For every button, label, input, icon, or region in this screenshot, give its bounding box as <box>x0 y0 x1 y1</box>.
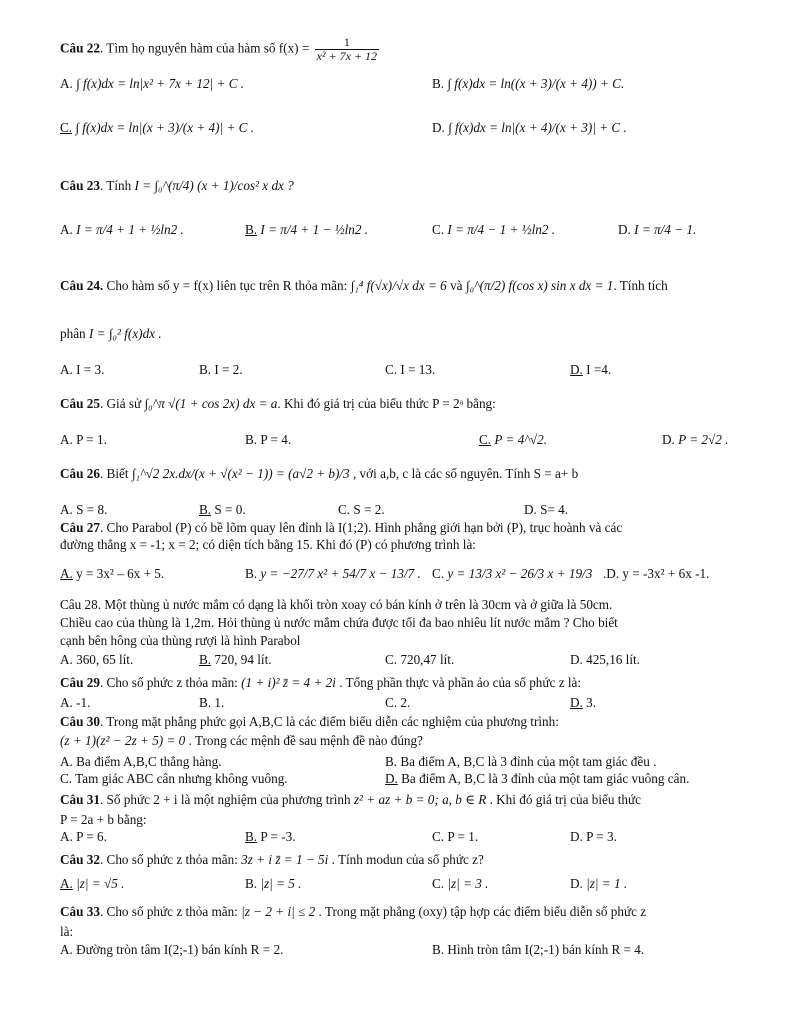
option-letter-correct: A. <box>60 876 73 891</box>
question-27 <box>60 520 622 536</box>
question-label: Câu 26 <box>60 466 100 481</box>
option-text: |z| = 3 . <box>444 876 489 891</box>
option-a: A. S = 8. <box>60 502 108 517</box>
option-letter-correct: B. <box>199 652 212 667</box>
question-text: phân <box>60 326 86 341</box>
option-c <box>479 432 547 448</box>
option-a <box>60 566 164 582</box>
option-letter: B. <box>245 566 258 581</box>
option-b <box>199 502 246 518</box>
numerator: 1 <box>315 36 379 50</box>
question-text: . Khi đó giá trị của biểu thức P = 2ᵃ bằng: <box>277 396 496 411</box>
option-d: D. S= 4. <box>524 502 569 517</box>
option-text: 720, 94 lít. <box>211 652 272 667</box>
question-text: . Số phức 2 + i là một nghiệm của phương trình <box>99 792 351 807</box>
question-label: Câu 31 <box>60 792 100 807</box>
question-text: . Cho Parabol (P) có bề lõm quay lên đỉnh là I(1;2). Hình phẳng giới hạn bởi (P), trục hoành và các <box>99 520 623 535</box>
option-text: I =4. <box>582 362 612 377</box>
option-letter-correct: B. <box>245 829 258 844</box>
question-28: Câu 28. Một thùng ủ nước mắm có dạng là khối tròn xoay có bán kính ở trên là 30cm và ở giữa là 50cm. <box>60 597 613 612</box>
option-text: S = 0. <box>211 502 246 517</box>
question-text: . Trong các mệnh đề sau mệnh đề nào đúng? <box>188 733 423 748</box>
option-text: y = 13/3 x² − 26/3 x + 19/3 <box>447 566 593 581</box>
integral-expression: ∫₀^(π/2) f(cos x) sin x dx = 1 <box>465 278 614 293</box>
option-a: A. P = 6. <box>60 829 107 844</box>
option-letter: C. <box>432 876 445 891</box>
question-text: . Trong mặt phẳng (oxy) tập hợp các điểm biểu diễn số phức z <box>318 904 647 919</box>
question-27-line2: đường thẳng x = -1; x = 2; có diện tích bằng 15. Khi đó (P) có phương trình là: <box>60 537 476 552</box>
question-text: . Trong mặt phẳng phức gọi A,B,C là các điểm biểu diễn các nghiệm của phương trình: <box>99 714 559 729</box>
option-letter-correct: A. <box>60 566 73 581</box>
integral-expression: ∫₀^π √(1 + cos 2x) dx = a <box>144 396 278 411</box>
option-a <box>60 876 124 892</box>
option-text: Ba điểm A, B,C là 3 đỉnh của một tam giác vuông cân. <box>397 771 690 786</box>
question-text: . Tính modun của số phức z? <box>331 852 484 867</box>
option-letter: B. <box>432 76 445 91</box>
integral-expression: ∫₁^√2 2x.dx/(x + √(x² − 1)) = (a√2 + b)/3 <box>131 466 350 481</box>
option-d: D. 425,16 lít. <box>570 652 640 667</box>
option-letter-correct: D. <box>570 695 583 710</box>
option-text: I = π/4 − 1 + ½ln2 . <box>447 222 556 237</box>
option-a: A. 360, 65 lít. <box>60 652 134 667</box>
inequality: |z − 2 + i| ≤ 2 <box>241 904 316 919</box>
question-text: . Tính tích <box>613 278 668 293</box>
integral-expression: ∫₁⁴ f(√x)/√x dx = 6 <box>350 278 447 293</box>
question-text: . Giả sử <box>99 396 142 411</box>
option-c: C. S = 2. <box>338 502 385 517</box>
equation: z² + az + b = 0; a, b ∈ R <box>353 792 487 807</box>
integral-expression: I = ∫₀² f(x)dx . <box>88 326 162 341</box>
option-letter-correct: C. <box>479 432 492 447</box>
equation: 3z + i z̄ = 1 − 5i <box>241 852 329 867</box>
option-letter: C. <box>432 222 445 237</box>
question-32 <box>60 852 484 868</box>
question-text: Cho hàm số y = f(x) liên tục trên R thỏa mãn: <box>103 278 348 293</box>
option-letter: A. <box>60 76 73 91</box>
option-text: I = π/4 − 1. <box>634 222 697 237</box>
option-b <box>199 652 272 668</box>
option-text: y = −27/7 x² + 54/7 x − 13/7 . <box>260 566 421 581</box>
question-28-line3: cạnh bên hông của thùng rượi là hình Parabol <box>60 633 301 648</box>
question-23 <box>60 178 294 194</box>
option-text: I = π/4 + 1 + ½ln2 . <box>76 222 184 237</box>
question-label: Câu 30 <box>60 714 100 729</box>
question-text: . Biết <box>99 466 129 481</box>
option-d <box>662 432 728 448</box>
option-text: I = π/4 + 1 − ½ln2 . <box>260 222 369 237</box>
option-text: ∫ f(x)dx = ln|x² + 7x + 12| + C . <box>76 76 245 91</box>
question-label: Câu 32 <box>60 852 100 867</box>
option-letter-correct: D. <box>385 771 398 786</box>
option-a <box>60 76 244 92</box>
option-a: A. I = 3. <box>60 362 105 377</box>
option-b: B. 1. <box>199 695 225 710</box>
option-letter: B. <box>245 876 258 891</box>
question-28-line2: Chiều cao của thùng là 1,2m. Hỏi thùng ủ nước mắm chứa được tối đa bao nhiêu lít nước mắm ? Cho biết <box>60 615 618 630</box>
denominator: x² + 7x + 12 <box>316 49 378 63</box>
conjunction: và <box>450 278 463 293</box>
question-33 <box>60 904 646 920</box>
option-letter-correct: B. <box>199 502 212 517</box>
option-c <box>432 876 488 892</box>
option-letter-correct: B. <box>245 222 258 237</box>
option-d <box>385 771 689 787</box>
option-letter: D. <box>618 222 631 237</box>
option-b <box>432 76 624 92</box>
question-text: . Cho số phức z thỏa mãn: <box>99 852 238 867</box>
option-text: P = 2√2 . <box>674 432 729 447</box>
option-d <box>432 120 627 136</box>
question-24 <box>60 278 668 294</box>
option-b <box>245 222 368 238</box>
option-c <box>432 566 592 582</box>
question-29 <box>60 675 581 691</box>
question-25 <box>60 396 496 412</box>
question-label: Câu 23 <box>60 178 100 193</box>
option-c: C. 2. <box>385 695 411 710</box>
question-text: . Khi đó giá trị của biểu thức <box>489 792 641 807</box>
option-text: ∫ f(x)dx = ln|(x + 3)/(x + 4)| + C . <box>75 120 255 135</box>
option-text: y = 3x² – 6x + 5. <box>72 566 165 581</box>
option-a <box>60 222 184 238</box>
fraction <box>315 36 379 63</box>
question-24-line2 <box>60 326 162 342</box>
question-text: . Cho số phức z thỏa mãn: <box>99 675 238 690</box>
question-22 <box>60 36 381 63</box>
option-c: C. P = 1. <box>432 829 479 844</box>
question-30-line2 <box>60 733 423 749</box>
question-label: Câu 33 <box>60 904 100 919</box>
question-label: Câu 29 <box>60 675 100 690</box>
equation: (z + 1)(z² − 2z + 5) = 0 <box>60 733 186 748</box>
question-text: . Tìm họ nguyên hàm của hàm số f(x) = <box>99 40 310 56</box>
option-c: C. I = 13. <box>385 362 436 377</box>
option-a: A. -1. <box>60 695 91 710</box>
question-33-line2: là: <box>60 924 74 939</box>
option-text: 3. <box>582 695 597 710</box>
option-text: P = -3. <box>257 829 296 844</box>
option-c <box>432 222 555 238</box>
question-26 <box>60 466 578 482</box>
question-31-line2: P = 2a + b bằng: <box>60 812 147 827</box>
option-b <box>245 829 296 845</box>
option-d <box>570 362 611 378</box>
option-text: |z| = √5 . <box>72 876 125 891</box>
option-text: |z| = 1 . <box>582 876 628 891</box>
question-label: Câu 24. <box>60 278 104 293</box>
question-label: Câu 25 <box>60 396 100 411</box>
question-label: Câu 27 <box>60 520 100 535</box>
option-c <box>60 120 254 136</box>
equation: (1 + i)² z̄ = 4 + 2i <box>241 675 336 690</box>
option-d <box>570 876 627 892</box>
option-b <box>245 566 421 582</box>
option-text: |z| = 5 . <box>257 876 302 891</box>
option-letter-correct: D. <box>570 362 583 377</box>
question-text: . Cho số phức z thỏa mãn: <box>99 904 238 919</box>
option-b: B. Ba điểm A, B,C là 3 đỉnh của một tam giác đều . <box>385 754 657 769</box>
option-text: ∫ f(x)dx = ln|(x + 4)/(x + 3)| + C . <box>448 120 627 135</box>
option-a: A. Ba điểm A,B,C thẳng hàng. <box>60 754 222 769</box>
option-c: C. Tam giác ABC cân nhưng không vuông. <box>60 771 288 786</box>
question-text: . Tính <box>99 178 132 193</box>
option-letter: D. <box>662 432 675 447</box>
integral-expression: I = ∫₀^(π/4) (x + 1)/cos² x dx ? <box>134 178 294 193</box>
option-letter: A. <box>60 222 73 237</box>
option-d: .D. y = -3x² + 6x -1. <box>603 566 710 581</box>
question-text: , với a,b, c là các số nguyên. Tính S = a+ b <box>352 466 579 481</box>
option-letter-correct: C. <box>60 120 73 135</box>
question-text: . Tổng phần thực và phần ảo của số phức z là: <box>339 675 582 690</box>
option-d <box>618 222 696 238</box>
question-31 <box>60 792 641 808</box>
option-letter: D. <box>432 120 445 135</box>
option-a: A. Đường tròn tâm I(2;-1) bán kính R = 2. <box>60 942 284 957</box>
question-label: Câu 22 <box>60 40 100 56</box>
option-letter: D. <box>570 876 583 891</box>
option-b <box>245 876 301 892</box>
option-letter: C. <box>432 566 445 581</box>
option-d: D. P = 3. <box>570 829 617 844</box>
option-b: B. P = 4. <box>245 432 292 447</box>
option-text: ∫ f(x)dx = ln((x + 3)/(x + 4)) + C. <box>447 76 625 91</box>
question-30 <box>60 714 559 730</box>
option-c: C. 720,47 lít. <box>385 652 455 667</box>
option-d <box>570 695 596 711</box>
option-text: P = 4^√2. <box>491 432 547 447</box>
option-b: B. Hình tròn tâm I(2;-1) bán kính R = 4. <box>432 942 645 957</box>
option-b: B. I = 2. <box>199 362 243 377</box>
option-a: A. P = 1. <box>60 432 107 447</box>
